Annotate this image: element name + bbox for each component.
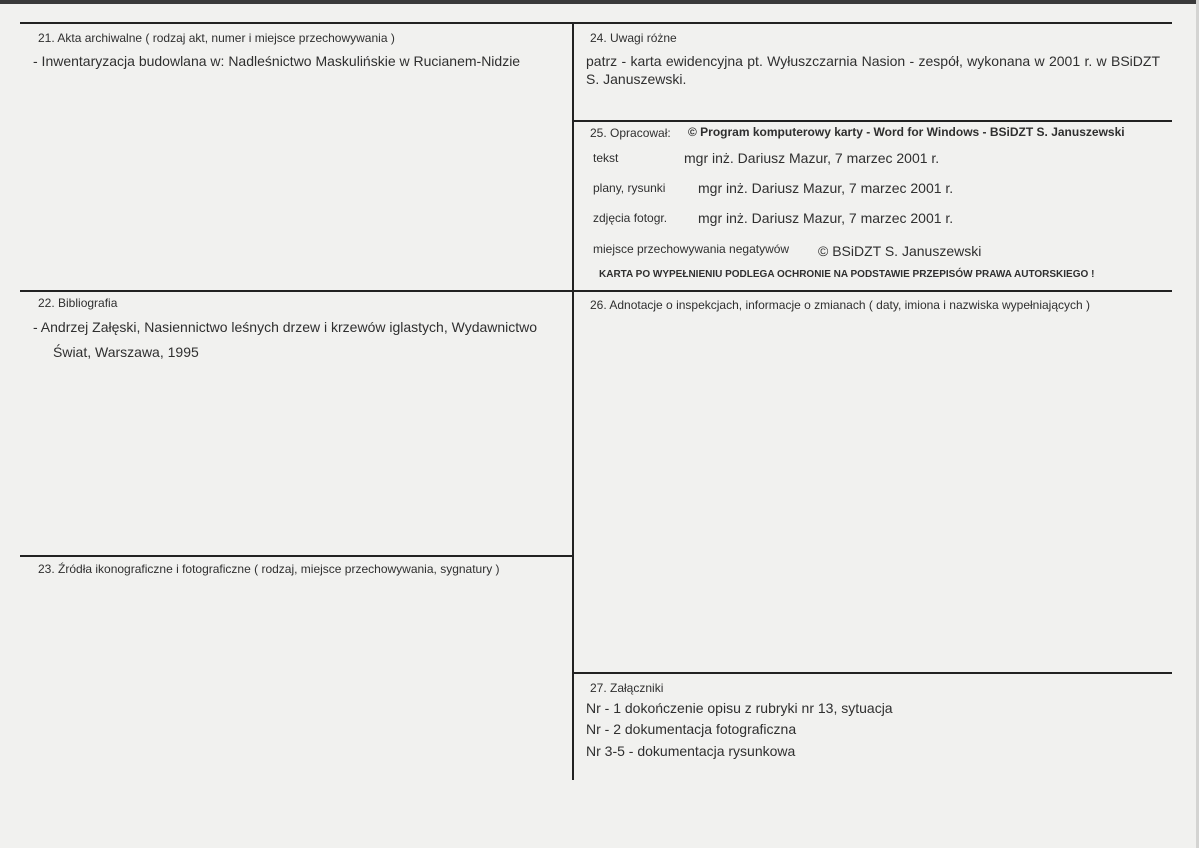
s26-heading: 26. Adnotacje o inspekcjach, informacje o zmianach ( daty, imiona i nazwiska wypełniających ) xyxy=(590,298,1091,312)
s25-row-label: zdjęcia fotogr. xyxy=(593,211,668,225)
s25-heading: 25. Opracował: xyxy=(590,126,671,140)
s22-heading: 22. Bibliografia xyxy=(38,296,118,310)
s24-text: patrz - karta ewidencyjna pt. Wyłuszczarnia Nasion - zespół, wykonana w 2001 r. w BSiDZT S. Januszewski. xyxy=(586,53,1160,87)
s25-program: © Program komputerowy karty - Word for Windows - BSiDZT S. Januszewski xyxy=(688,125,1125,139)
top-rule xyxy=(20,22,1172,24)
s25-row-value: mgr inż. Dariusz Mazur, 7 marzec 2001 r. xyxy=(698,180,954,196)
s24-heading: 24. Uwagi różne xyxy=(590,31,677,45)
s25-copyright-notice: KARTA PO WYPEŁNIENIU PODLEGA OCHRONIE NA PODSTAWIE PRZEPISÓW PRAWA AUTORSKIEGO ! xyxy=(599,269,1095,280)
s23-heading: 23. Źródła ikonograficzne i fotograficzne ( rodzaj, miejsce przechowywania, sygnatury ) xyxy=(38,562,500,576)
s25-row-value: mgr inż. Dariusz Mazur, 7 marzec 2001 r. xyxy=(684,150,940,166)
s27-attachment-item: Nr 3-5 - dokumentacja rysunkowa xyxy=(586,743,796,759)
s25-row-value: mgr inż. Dariusz Mazur, 7 marzec 2001 r. xyxy=(698,210,954,226)
s22-line1: - Andrzej Załęski, Nasiennictwo leśnych drzew i krzewów iglastych, Wydawnictwo xyxy=(33,319,538,335)
center-divider xyxy=(572,22,574,780)
s21-heading: 21. Akta archiwalne ( rodzaj akt, numer i miejsce przechowywania ) xyxy=(38,31,395,45)
s25-row-label: plany, rysunki xyxy=(593,181,666,195)
s21-item: - Inwentaryzacja budowlana w: Nadleśnictwo Maskulińskie w Rucianem-Nidzie xyxy=(33,53,521,69)
s27-attachment-item: Nr - 1 dokończenie opisu z rubryki nr 13, sytuacja xyxy=(586,700,893,716)
s27-attachment-item: Nr - 2 dokumentacja fotograficzna xyxy=(586,721,797,737)
rule-s22-s23 xyxy=(20,555,572,557)
scan-top-edge xyxy=(0,0,1199,4)
rule-s21-s22 xyxy=(20,290,1172,292)
rule-s24-s25 xyxy=(572,120,1172,122)
s27-heading: 27. Załączniki xyxy=(590,681,664,695)
rule-s26-s27 xyxy=(572,672,1172,674)
s25-row-label: tekst xyxy=(593,151,619,165)
s25-negatives-label: miejsce przechowywania negatywów xyxy=(593,242,790,256)
s22-line2: Świat, Warszawa, 1995 xyxy=(53,344,199,360)
s25-negatives-value: © BSiDZT S. Januszewski xyxy=(818,243,982,259)
